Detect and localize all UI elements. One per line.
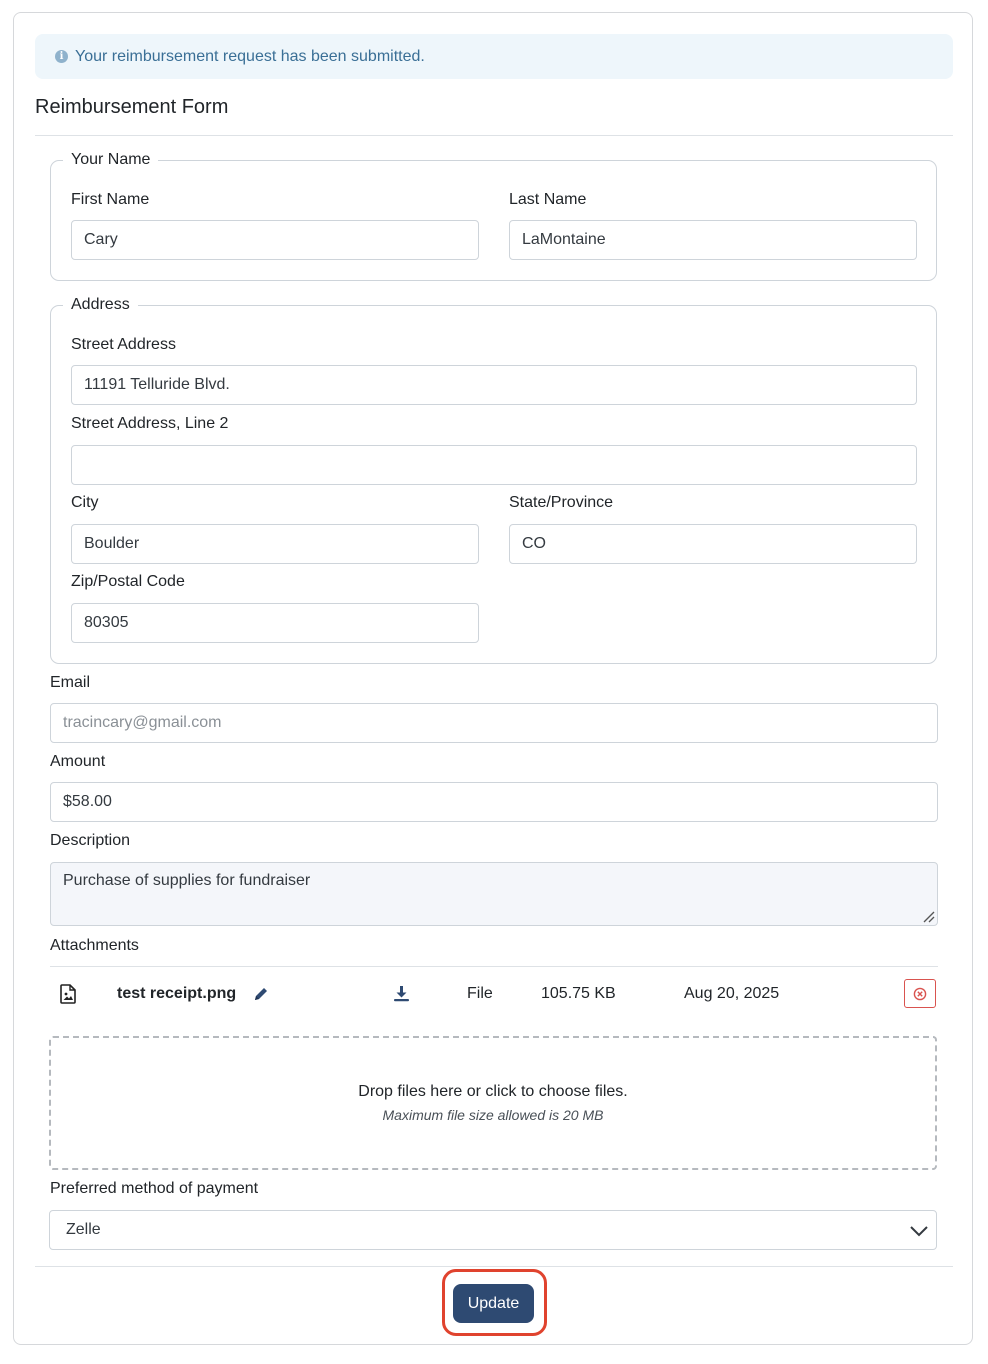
payment-method-label: Preferred method of payment: [50, 1180, 259, 1197]
image-file-icon: [60, 966, 76, 1021]
footer-divider: [35, 1266, 953, 1267]
street-address-2-input[interactable]: [71, 445, 917, 485]
description-text: Purchase of supplies for fundraiser: [63, 872, 311, 889]
reimbursement-card: [13, 12, 973, 1345]
download-icon[interactable]: [393, 966, 410, 1021]
email-label: Email: [50, 674, 91, 691]
dropzone-hint: Maximum file size allowed is 20 MB: [382, 1107, 604, 1123]
city-input[interactable]: Boulder: [71, 524, 479, 564]
attachment-date: Aug 20, 2025: [684, 984, 780, 1002]
amount-label: Amount: [50, 753, 106, 770]
update-button[interactable]: Update: [453, 1284, 534, 1323]
description-textarea[interactable]: [50, 862, 938, 926]
form-title: Reimbursement Form: [35, 96, 229, 118]
attachments-label: Attachments: [50, 937, 139, 954]
info-icon: i: [55, 50, 68, 63]
delete-attachment-button[interactable]: [904, 979, 936, 1008]
city-label: City: [71, 494, 99, 511]
attachment-size: 105.75 KB: [541, 984, 616, 1002]
dropzone-text: Drop files here or click to choose files.: [358, 1083, 628, 1100]
payment-method-value: Zelle: [66, 1221, 101, 1238]
street-address-label: Street Address: [71, 336, 176, 353]
alert-message: Your reimbursement request has been submitted.: [75, 47, 425, 65]
last-name-label: Last Name: [509, 191, 587, 208]
street-address-2-label: Street Address, Line 2: [71, 415, 229, 432]
zip-input[interactable]: 80305: [71, 603, 479, 643]
zip-label: Zip/Postal Code: [71, 573, 185, 590]
state-label: State/Province: [509, 494, 614, 511]
attachment-type: File: [467, 984, 493, 1002]
first-name-input[interactable]: Cary: [71, 220, 479, 260]
chevron-down-icon: [908, 1221, 930, 1241]
resize-handle-icon[interactable]: [921, 909, 935, 923]
street-address-input[interactable]: 11191 Telluride Blvd.: [71, 365, 917, 405]
last-name-input[interactable]: LaMontaine: [509, 220, 917, 260]
your-name-legend: Your Name: [63, 151, 158, 169]
attachment-row: [49, 966, 937, 1021]
payment-method-select[interactable]: [49, 1210, 937, 1250]
first-name-label: First Name: [71, 191, 150, 208]
amount-input[interactable]: $58.00: [50, 782, 938, 822]
attachment-filename[interactable]: test receipt.png: [117, 984, 237, 1002]
pencil-icon[interactable]: [253, 966, 269, 1021]
description-label: Description: [50, 832, 131, 849]
title-divider: [35, 135, 953, 136]
email-input[interactable]: tracincary@gmail.com: [50, 703, 938, 743]
state-input[interactable]: CO: [509, 524, 917, 564]
file-dropzone[interactable]: [49, 1036, 937, 1170]
submitted-alert: [35, 34, 953, 79]
address-legend: Address: [63, 296, 138, 314]
close-circle-icon: [913, 987, 927, 1001]
